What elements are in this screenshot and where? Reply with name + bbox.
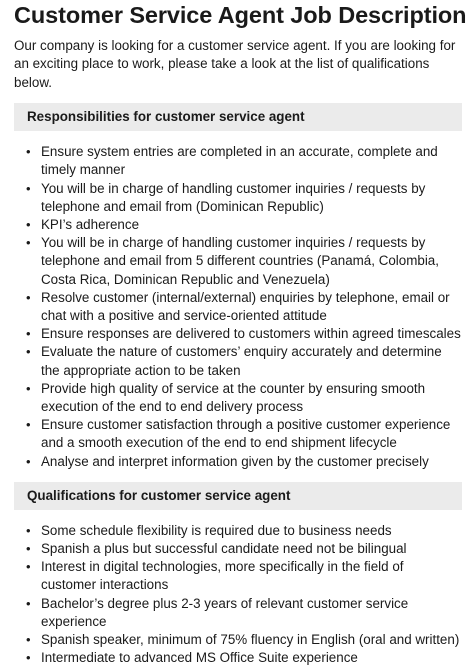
responsibilities-list <box>14 143 462 471</box>
list-item-text: Resolve customer (internal/external) enquiries by telephone, email or chat with a positive and service-oriented attitude <box>41 289 450 324</box>
bullet: • <box>26 380 31 396</box>
list-item <box>14 649 462 667</box>
list-item <box>14 595 462 631</box>
list-item <box>14 631 462 649</box>
bullet: • <box>26 180 31 196</box>
bullet: • <box>26 144 31 160</box>
list-item <box>14 558 462 594</box>
bullet: • <box>26 522 31 538</box>
list-item-text: Provide high quality of service at the counter by ensuring smooth execution of the end to end delivery process <box>41 380 426 415</box>
bullet: • <box>26 559 31 575</box>
list-item-text: Interest in digital technologies, more specifically in the field of customer interactions <box>41 559 404 593</box>
list-item <box>14 416 462 452</box>
list-item <box>14 522 462 540</box>
list-item <box>14 540 462 558</box>
list-item-text: You will be in charge of handling customer inquiries / requests by telephone and email from 5 different countries (Panamá, Colombia, Costa Rica, Dominican Republic and Venezuela) <box>41 235 439 287</box>
bullet: • <box>26 632 31 648</box>
list-item <box>14 216 462 234</box>
list-item-text: Analyse and interpret information given by the customer precisely <box>41 453 429 469</box>
bullet: • <box>26 344 31 360</box>
list-item-text: Some schedule flexibility is required due to business needs <box>41 522 392 538</box>
list-item-text: You will be in charge of handling customer inquiries / requests by telephone and email from (Dominican Republic) <box>41 180 426 214</box>
qualifications-heading: Qualifications for customer service agent <box>14 482 462 510</box>
bullet: • <box>26 289 31 305</box>
bullet: • <box>26 650 31 666</box>
list-item <box>14 289 462 325</box>
bullet: • <box>26 417 31 433</box>
bullet: • <box>26 235 31 251</box>
list-item-text: Ensure customer satisfaction through a positive customer experience and a smooth execution of the end to end shipment lifecycle <box>41 417 451 451</box>
list-item-text: Bachelor’s degree plus 2-3 years of relevant customer service experience <box>41 595 409 629</box>
responsibilities-heading: Responsibilities for customer service agent <box>14 103 462 131</box>
list-item <box>14 453 462 471</box>
list-item-text: Ensure responses are delivered to customers within agreed timescales <box>41 326 461 342</box>
qualifications-list <box>14 522 462 668</box>
list-item-text: Intermediate to advanced MS Office Suite experience <box>41 650 358 666</box>
list-item-text: Spanish a plus but successful candidate need not be bilingual <box>41 541 407 557</box>
list-item-text: Ensure system entries are completed in an accurate, complete and timely manner <box>41 144 438 178</box>
bullet: • <box>26 326 31 342</box>
list-item <box>14 380 462 416</box>
bullet: • <box>26 217 31 233</box>
bullet: • <box>26 541 31 557</box>
page-title: Customer Service Agent Job Description <box>14 2 467 28</box>
list-item-text: Evaluate the nature of customers’ enquiry accurately and determine the appropriate action to be taken <box>41 344 442 378</box>
list-item <box>14 180 462 216</box>
list-item <box>14 234 462 289</box>
list-item <box>14 343 462 379</box>
bullet: • <box>26 453 31 469</box>
list-item-text: Spanish speaker, minimum of 75% fluency in English (oral and written) <box>41 632 460 648</box>
list-item <box>14 143 462 179</box>
list-item <box>14 325 462 343</box>
bullet: • <box>26 595 31 611</box>
intro-paragraph: Our company is looking for a customer service agent. If you are looking for an exciting place to work, please take a look at the list of qualifications below. <box>14 38 456 90</box>
list-item-text: KPI’s adherence <box>41 217 140 233</box>
